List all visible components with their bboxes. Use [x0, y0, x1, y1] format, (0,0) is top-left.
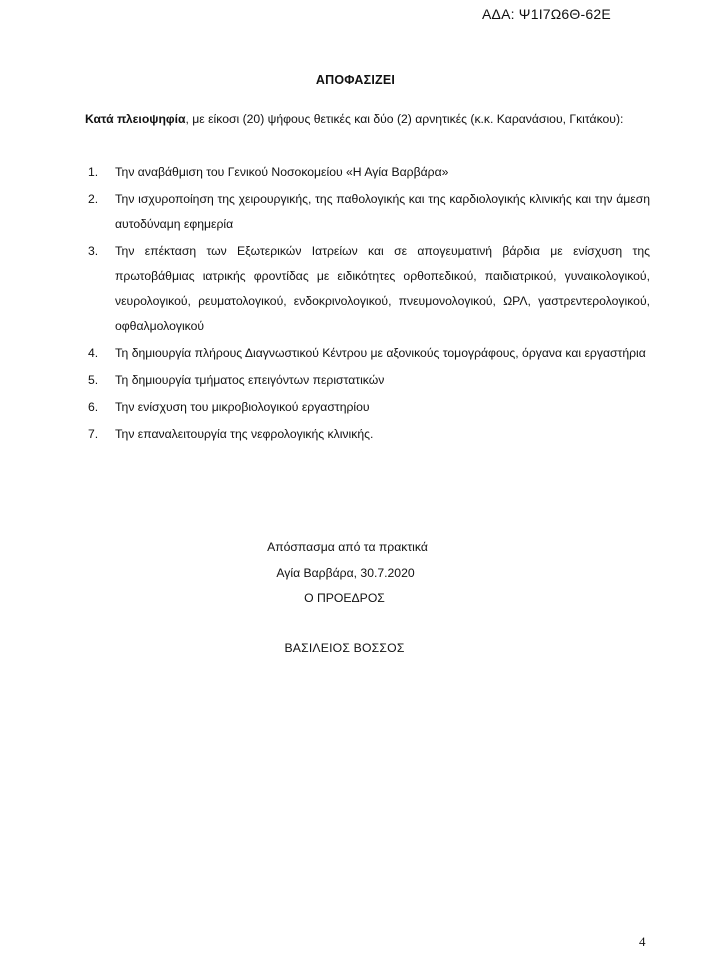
decision-text: Τη δημιουργία τμήματος επειγόντων περιστατικών — [115, 373, 385, 387]
decision-text: Την επέκταση των Εξωτερικών Ιατρείων και σε απογευματινή βάρδια με ενίσχυση της πρωτοβάθμιας ιατρικής φροντίδας με ειδικότητες ορθοπεδικού, παιδιατρικού, γυναικολογικού, νευρολογικού, ρευματολογικού, ενδοκρινολογικού, πνευμονολογικού, ΩΡΛ, γαστρεντερολογικού, οφθαλμολογικού — [115, 244, 650, 333]
decision-item — [88, 239, 650, 339]
vote-details: , με είκοσι (20) ψήφους θετικές και δύο (2) αρνητικές (κ.κ. Καρανάσιου, Γκιτάκου): — [185, 112, 624, 126]
decision-heading: ΑΠΟΦΑΣΙΖΕΙ — [315, 73, 396, 87]
decision-number: 4. — [88, 346, 99, 360]
page-number: 4 — [639, 934, 646, 949]
decision-item — [88, 368, 650, 393]
ada-code: ΑΔΑ: Ψ1Ι7Ω6Θ-62Ε — [482, 6, 611, 22]
intro-paragraph — [85, 107, 650, 132]
decision-text: Την επαναλειτουργία της νεφρολογικής κλινικής. — [115, 427, 374, 441]
president-title: Ο ΠΡΟΕΔΡΟΣ — [304, 591, 385, 605]
decision-item — [88, 395, 650, 420]
decision-item — [88, 341, 650, 366]
decision-text: Την αναβάθμιση του Γενικού Νοσοκομείου «Η Αγία Βαρβάρα» — [115, 165, 449, 179]
signer-name: ΒΑΣΙΛΕΙΟΣ ΒΟΣΣΟΣ — [284, 641, 405, 655]
decision-number: 6. — [88, 400, 99, 414]
majority-label: Κατά πλειοψηφία — [85, 112, 186, 126]
decision-item — [88, 422, 650, 447]
decision-number: 1. — [88, 165, 99, 179]
decision-text: Την ισχυροποίηση της χειρουργικής, της παθολογικής και της καρδιολογικής κλινικής και την άμεση αυτοδύναμη εφημερία — [115, 192, 650, 231]
decision-number: 5. — [88, 373, 99, 387]
decision-item — [88, 160, 650, 185]
decision-text: Τη δημιουργία πλήρους Διαγνωστικού Κέντρου με αξονικούς τομογράφους, όργανα και εργαστήρια — [115, 346, 646, 360]
decision-list — [88, 160, 650, 449]
decision-number: 7. — [88, 427, 99, 441]
decision-number: 2. — [88, 192, 99, 206]
minutes-extract-label: Απόσπασμα από τα πρακτικά — [267, 540, 428, 554]
decision-number: 3. — [88, 244, 99, 258]
decision-item — [88, 187, 650, 237]
place-date: Αγία Βαρβάρα, 30.7.2020 — [276, 566, 415, 580]
decision-text: Την ενίσχυση του μικροβιολογικού εργαστηρίου — [115, 400, 370, 414]
